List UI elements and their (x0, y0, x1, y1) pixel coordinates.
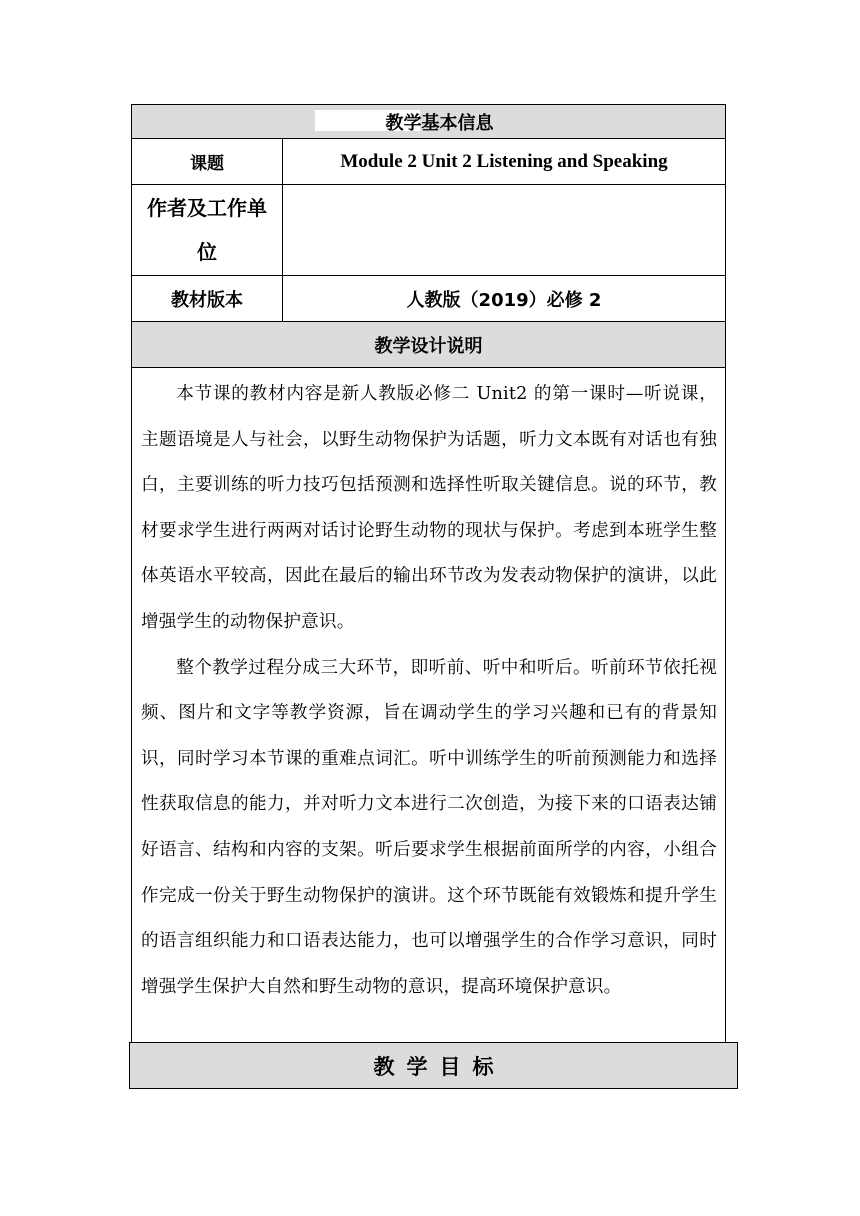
topic-label: 课题 (132, 139, 283, 184)
edition-value: 人教版（2019）必修 2 (406, 289, 602, 311)
table-header: 教学基本信息 (385, 112, 494, 134)
edition-label: 教材版本 (132, 276, 283, 321)
teaching-goals-text: 教学目标 (373, 1054, 506, 1079)
design-paragraph: 整个教学过程分成三大环节，即听前、听中和听后。听前环节依托视频、图片和文字等教学资源，旨在调动学生的学习兴趣和已有的背景知识，同时学习本节课的重难点词汇。听中训练学生的听前预测能力和选择性获取信息的能力，并对听力文本进行二次创造，为接下来的口语表达铺好语言、结构和内容的支架。听后要求学生根据前面所学的内容，小组合作完成一份关于野生动物保护的演讲。这个环节既能有效锻炼和提升学生的语言组织能力和口语表达能力，也可以增强学生的合作学习意识，同时增强学生保护大自然和野生动物的意识，提高环境保护意识。 (141, 657, 717, 997)
table-header-row (131, 104, 726, 138)
teaching-goals-header (129, 1042, 738, 1089)
design-paragraph: 本节课的教材内容是新人教版必修二 Unit2 的第一课时—听说课，主题语境是人与社会，以野生动物保护为话题，听力文本既有对话也有独白，主要训练的听力技巧包括预测和选择性听取关键信息。说的环节，教材要求学生进行两两对话讨论野生动物的现状与保护。考虑到本班学生整体英语水平较高，因此在最后的输出环节改为发表动物保护的演讲，以此增强学生的动物保护意识。 (141, 384, 717, 632)
edition-row (131, 275, 726, 321)
topic-value: Module 2 Unit 2 Listening and Speaking (340, 150, 668, 172)
topic-row (131, 138, 726, 184)
design-header: 教学设计说明 (374, 335, 483, 357)
author-row (131, 184, 726, 275)
lesson-info-table (131, 104, 726, 1043)
author-label: 作者及工作单位 (132, 185, 283, 275)
design-header-row (131, 321, 726, 367)
design-body (131, 367, 726, 1043)
author-value (283, 185, 725, 275)
